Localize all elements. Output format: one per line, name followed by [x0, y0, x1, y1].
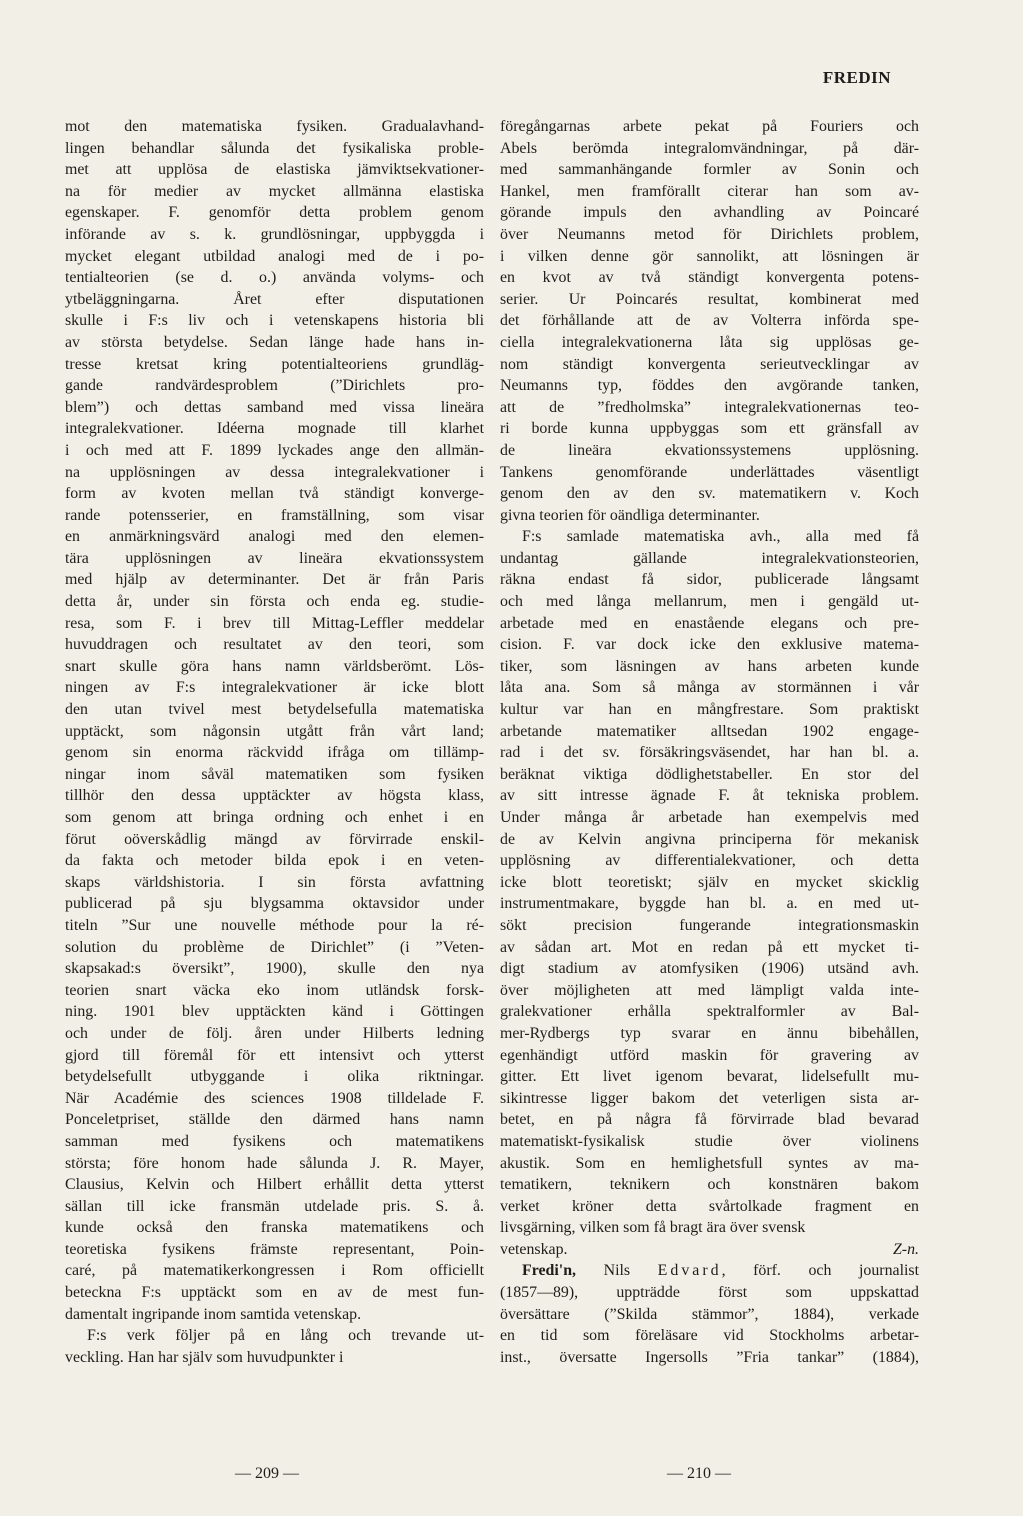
text-line: upplösning av differentialekvationer, och detta: [500, 852, 919, 870]
text-line: matematiskt-fysikalisk studie över violinens: [500, 1132, 919, 1150]
text-line: föregångarnas arbete pekat på Fouriers och: [500, 118, 919, 135]
text-line: över möjligheten att med lämpligt valda inte-: [500, 981, 919, 999]
text-line: Ponceletpriset, ställde den därmed hans namn: [65, 1111, 484, 1129]
text-line: icke blott teoretiskt; själv en mycket skicklig: [500, 873, 919, 891]
text-line: införande av s. k. grundlösningar, uppbyggda i: [65, 225, 484, 243]
text-line: skapsakad:s översikt”, 1900), skulle den nya: [65, 960, 484, 978]
text-line: den utan tvivel mest betydelsefulla matematiska: [65, 701, 484, 719]
text-line: tematikern, teknikern och konstnären bakom: [500, 1176, 919, 1194]
text-line: na upplösningen av dessa integralekvationer i: [65, 463, 484, 481]
text-line: ningen av F:s integralekvationer är icke blott: [65, 679, 484, 697]
text-line: de lineära ekvationssystemens upplösning.: [500, 441, 919, 459]
text-line: sikintresse ligger bakom det veterligen sista ar-: [500, 1089, 919, 1107]
text-line: integralekvationer. Idéerna mognade till klarhet: [65, 420, 484, 438]
text-line: samman med fysikens och matematikens: [65, 1132, 484, 1150]
text-line: sällan till icke fransmän utdelade pris. S. å.: [65, 1197, 484, 1215]
text-line: na för medier av mycket allmänna elastiska: [65, 182, 484, 200]
text-line: av sitt intresse ägnade F. åt tekniska problem.: [500, 787, 919, 805]
text-line: mycket elegant utbildad analogi med de i po-: [65, 247, 484, 265]
text-line: av sådan art. Mot en redan på ett mycket ti-: [500, 938, 919, 956]
text-line: Tankens genomförande underlättades väsentligt: [500, 463, 919, 481]
text-line: teoretiska fysikens främste representant, Poin-: [65, 1240, 484, 1258]
text-line: (1857—89), uppträdde först som uppskattad: [500, 1284, 919, 1302]
text-line: tillhör den dessa upptäckter av högsta klass,: [65, 787, 484, 805]
text-line: ciella integralekvationerna låta sig upplösas ge-: [500, 333, 919, 351]
text-line: beteckna F:s upptäckt som en av de mest fun-: [65, 1284, 484, 1302]
author-signature: Z-n.: [892, 1240, 919, 1258]
text-line: kultur var han en mångfrestare. Som praktiskt: [500, 701, 919, 719]
text-line: Hankel, men framförallt citerar han som av-: [500, 182, 919, 200]
text-line: att de ”fredholmska” integralekvationernas teo-: [500, 398, 919, 416]
text-line: i vilken denne gör sannolikt, att lösningen är: [500, 247, 919, 265]
text-line: i och med att F. 1899 lyckades ange den allmän-: [65, 441, 484, 459]
text-line: kunde också den franska matematikens och: [65, 1219, 484, 1237]
text-line: egenskaper. F. genomför detta problem genom: [65, 204, 484, 222]
text-line: arbetade med en enastående elegans och pre-: [500, 614, 919, 632]
text-line: som genom att bringa ordning och enhet i en: [65, 809, 484, 826]
text-line: betydelsefullt utbyggande i olika riktningar.: [65, 1068, 484, 1086]
running-header: FREDIN: [822, 68, 891, 87]
text-line: veckling. Han har själv som huvudpunkter i: [65, 1348, 344, 1366]
text-line: givna teorien för oändliga determinanter.: [500, 506, 760, 524]
text-line: verket kröner detta svårtolkade fragment en: [500, 1197, 919, 1215]
right-column: [500, 116, 919, 1368]
left-column: [65, 116, 484, 1368]
text-line: instrumentmakare, byggde han bl. a. en med ut-: [500, 895, 919, 913]
page-number-left: — 209 —: [235, 1465, 299, 1482]
text-line: tresse kretsat kring potentialteoriens grundläg-: [65, 355, 484, 373]
text-line: F:s verk följer på en lång och trevande ut-: [87, 1327, 484, 1345]
text-line: rande potensserier, en framställning, som visar: [65, 506, 484, 524]
text-line: titeln ”Sur une nouvelle méthode pour la ré-: [65, 916, 484, 934]
text-line: låta ana. Som så många av stormännen i vår: [500, 679, 919, 697]
text-line: arbetande matematiker alltsedan 1902 engage-: [500, 722, 919, 740]
text-line: räkna endast få sidor, publicerade långsamt: [500, 571, 919, 589]
text-line: upptäckt, som någonsin utgått från vårt land;: [65, 722, 484, 740]
text-line: en anmärkningsvärd analogi med den elemen-: [65, 528, 484, 546]
entry-given-name: Nils: [603, 1262, 631, 1280]
text-line: akustik. Som en hemlighetsfull syntes av ma-: [500, 1154, 919, 1172]
text-line: mer-Rydbergs typ svarar en ännu bibehållen,: [500, 1024, 919, 1042]
text-line: ytbeläggningarna. Året efter disputationen: [65, 290, 484, 308]
text-line: undantag gällande integralekvationsteorien,: [500, 549, 919, 567]
text-line: tentialteorien (se d. o.) använda volyms- och: [65, 269, 484, 287]
text-line: form av kvoten mellan två ständigt konverge-: [65, 485, 484, 503]
text-line: När Académie des sciences 1908 tilldelade F.: [65, 1089, 484, 1107]
text-line: Neumanns typ, föddes den avgörande tanken,: [500, 377, 919, 395]
text-line: solution du problème de Dirichlet” (i ”Veten-: [65, 938, 484, 956]
text-line: gitter. Ett livet igenom bevarat, lidelsefullt mu-: [500, 1068, 919, 1086]
text-line: huvuddragen och resultatet av den teori, som: [65, 636, 484, 654]
text-line: en kvot av två ständigt konvergenta potens-: [500, 269, 919, 287]
text-line: betet, en på några få förvirrade blad bevarad: [500, 1111, 919, 1129]
text-line: snart skulle göra hans namn världsberömt. Lös-: [65, 657, 484, 675]
text-line: med sammanhängande formler av Sonin och: [500, 161, 919, 179]
page-number-right: — 210 —: [667, 1465, 731, 1482]
text-line: och med långa mellanrum, men i gengäld ut-: [500, 593, 919, 611]
text-line: gande randvärdesproblem (”Dirichlets pro-: [65, 377, 484, 395]
text-line: rad i det sv. försäkringsväsendet, har han bl. a.: [500, 744, 919, 762]
text-line: skaps världshistoria. I sin första avfattning: [65, 873, 484, 891]
text-line: Under många år arbetade han exempelvis med: [500, 809, 919, 826]
text-line: ri borde kunna uppbyggas som ett gränsfall av: [500, 420, 919, 438]
text-line: en tid som föreläsare vid Stockholms arbetar-: [500, 1327, 919, 1345]
text-line: caré, på matematikerkongressen i Rom officiellt: [65, 1262, 484, 1280]
text-line: och under de följ. åren under Hilberts ledning: [65, 1024, 484, 1042]
text-line: detta år, under sin första och enda eg. studie-: [65, 593, 484, 611]
entry-name: Fredi'n,: [522, 1262, 577, 1280]
text-line: görande impuls den avhandling av Poincaré: [500, 204, 919, 222]
text-line: det förhållande att de av Volterra införda spe-: [500, 312, 919, 330]
text-line: tiker, som läsningen av hans arbeten kunde: [500, 657, 919, 675]
text-line: da fakta och metoder bilda epok i en veten-: [65, 852, 484, 870]
text-line-content: vetenskap.: [500, 1240, 568, 1258]
text-line: egenhändigt utförd maskin för gravering av: [500, 1046, 919, 1064]
text-line: [500, 1239, 919, 1261]
text-line: met att upplösa de elastiska jämviktsekvationer-: [65, 161, 484, 179]
text-line: över Neumanns metod för Dirichlets problem,: [500, 225, 919, 243]
entry-description: , förf. och journalist: [721, 1262, 919, 1280]
text-line: genom sin enorma räckvidd ifråga om tillämp-: [65, 744, 484, 762]
text-line: resa, som F. i brev till Mittag-Leffler meddelar: [65, 614, 484, 632]
text-line: digt stadium av atomfysiken (1906) utsänd avh.: [500, 960, 919, 978]
text-line: sökt precision fungerande integrationsmaskin: [500, 916, 919, 934]
text-line: ning. 1901 blev upptäckten känd i Göttingen: [65, 1003, 484, 1021]
text-line: livsgärning, vilken som få bragt ära över svensk: [500, 1219, 806, 1237]
text-line: nom ständigt konvergenta serieutvecklingar av: [500, 355, 919, 373]
text-line: gjord till föremål för ett intensivt och ytterst: [65, 1046, 484, 1064]
text-line: största; före honom hade sålunda J. R. Mayer,: [65, 1154, 484, 1172]
text-line: av största betydelse. Sedan länge hade hans in-: [65, 333, 484, 351]
text-line: damentalt ingripande inom samtida vetenskap.: [65, 1305, 362, 1323]
text-line: lingen behandlar sålunda det fysikaliska proble-: [65, 139, 484, 157]
text-line: gralekvationer erhålla spektralformler av Bal-: [500, 1003, 919, 1021]
text-line: teorien snart väcka eko inom utländsk forsk-: [65, 981, 484, 999]
text-line: tära upplösningen av lineära ekvationssystem: [65, 549, 484, 567]
text-line: de av Kelvin angivna principerna för mekanisk: [500, 830, 919, 848]
text-line: beräknat viktiga dödlighetstabeller. En stor del: [500, 765, 919, 783]
text-line: serier. Ur Poincarés resultat, kombinerat med: [500, 290, 919, 308]
text-line: översättare (”Skilda stämmor”, 1884), verkade: [500, 1305, 919, 1323]
text-line: cision. F. var dock icke den exklusive matema-: [500, 636, 919, 654]
text-line: förut oöverskådlig mängd av förvirrade enskil-: [65, 830, 484, 848]
text-line: inst., översatte Ingersolls ”Fria tankar” (1884),: [500, 1348, 919, 1366]
text-line: Abels berömda integralomvändningar, på där-: [500, 139, 919, 157]
text-line: publicerad på sju blygsamma oktavsidor under: [65, 895, 484, 913]
text-line: blem”) och dettas samband med vissa lineära: [65, 398, 484, 416]
text-line: skulle i F:s liv och i vetenskapens historia bli: [65, 312, 484, 330]
text-line: med hjälp av determinanter. Det är från Paris: [65, 571, 484, 589]
text-line: genom den av den sv. matematikern v. Koch: [500, 485, 919, 503]
text-line: Clausius, Kelvin och Hilbert erhållit detta ytterst: [65, 1176, 484, 1194]
text-line: F:s samlade matematiska avh., alla med få: [522, 528, 919, 546]
text-line: mot den matematiska fysiken. Gradualavhand-: [65, 118, 484, 135]
entry-spaced-name: Edvard: [657, 1262, 722, 1280]
entry-heading-line: [500, 1260, 919, 1282]
text-line: ningar inom såväl matematiken som fysiken: [65, 765, 484, 783]
